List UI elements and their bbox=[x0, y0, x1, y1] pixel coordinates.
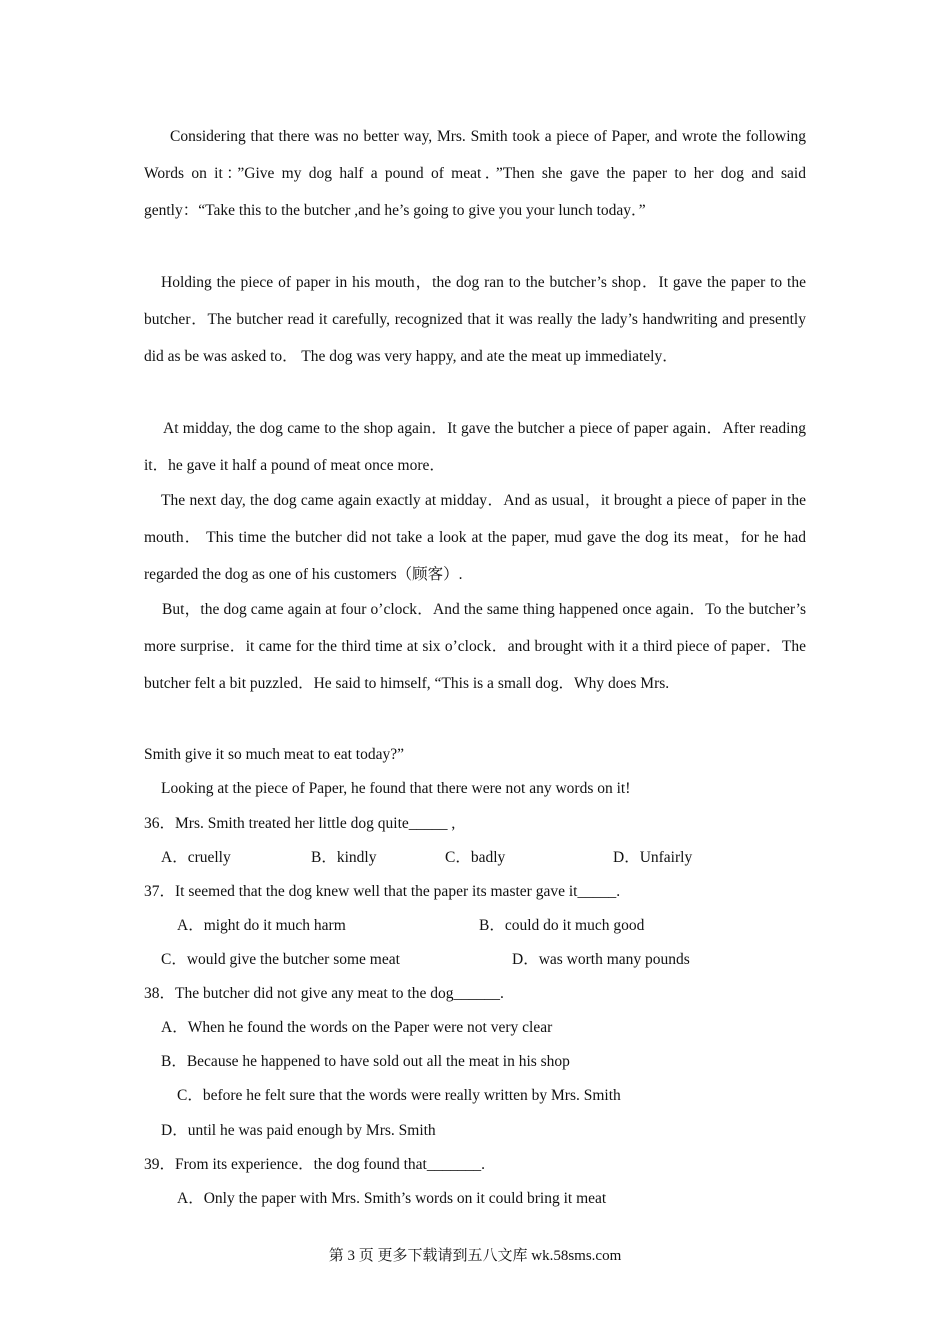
question-36-stem: 36．Mrs. Smith treated her little dog quite_____ , bbox=[144, 815, 456, 832]
passage-paragraph-6: Looking at the piece of Paper, he found that there were not any words on it! bbox=[161, 780, 631, 797]
passage-paragraph-3: At midday, the dog came to the shop again．It gave the butcher a piece of paper again．After reading it．he gave it half a pound of meat once more． bbox=[144, 420, 806, 474]
passage-paragraph-5: But，the dog came again at four o’clock．And the same thing happened once again．To the butcher’s more surprise．it came for the third time at six o’clock．and brought with it a third piece of paper．The butcher felt a bit puzzled．He said to himself, “This is a small dog．Why does Mrs. bbox=[144, 601, 806, 692]
question-38-option-a: A．When he found the words on the Paper were not very clear bbox=[161, 1019, 553, 1036]
question-36-option-c: C．badly bbox=[445, 849, 506, 866]
passage-paragraph-4: The next day, the dog came again exactly at midday．And as usual，it brought a piece of paper in the mouth． This time the butcher did not take a look at the paper, mud gave the dog its meat，for he had regarded the dog as one of his customers（顾客）. bbox=[144, 492, 806, 583]
page-footer: 第 3 页 更多下载请到五八文库 wk.58sms.com bbox=[328, 1248, 622, 1264]
passage-paragraph-1: Considering that there was no better way, Mrs. Smith took a piece of Paper, and wrote the following Words on it：”Give my dog half a pound of meat．”Then she gave the paper to her dog and said gently：“Take this to the butcher ,and he’s going to give you your lunch today．” bbox=[144, 128, 806, 219]
passage-paragraph-5-end: Smith give it so much meat to eat today?” bbox=[144, 746, 404, 763]
question-37-stem: 37．It seemed that the dog knew well that the paper its master gave it_____. bbox=[144, 883, 621, 900]
question-39-stem: 39．From its experience．the dog found that_______. bbox=[144, 1156, 485, 1173]
question-37-option-a: A．might do it much harm bbox=[177, 917, 346, 934]
question-37-option-d: D．was worth many pounds bbox=[512, 951, 690, 968]
question-39-option-a: A．Only the paper with Mrs. Smith’s words on it could bring it meat bbox=[177, 1190, 607, 1207]
question-38-stem: 38．The butcher did not give any meat to the dog______. bbox=[144, 985, 504, 1002]
question-38-option-d: D．until he was paid enough by Mrs. Smith bbox=[161, 1122, 436, 1139]
question-37-option-b: B．could do it much good bbox=[479, 917, 645, 934]
question-36-option-a: A．cruelly bbox=[161, 849, 231, 866]
question-36-option-d: D．Unfairly bbox=[613, 849, 693, 866]
question-38-option-c: C．before he felt sure that the words were really written by Mrs. Smith bbox=[177, 1087, 621, 1104]
question-36-option-b: B．kindly bbox=[311, 849, 377, 866]
passage-paragraph-2: Holding the piece of paper in his mouth，the dog ran to the butcher’s shop．It gave the paper to the butcher．The butcher read it carefully, recognized that it was really the lady’s handwriting and presently did as be was asked to． The dog was very happy, and ate the meat up immediately． bbox=[144, 274, 806, 365]
question-37-option-c: C．would give the butcher some meat bbox=[161, 951, 400, 968]
question-38-option-b: B．Because he happened to have sold out all the meat in his shop bbox=[161, 1053, 570, 1070]
